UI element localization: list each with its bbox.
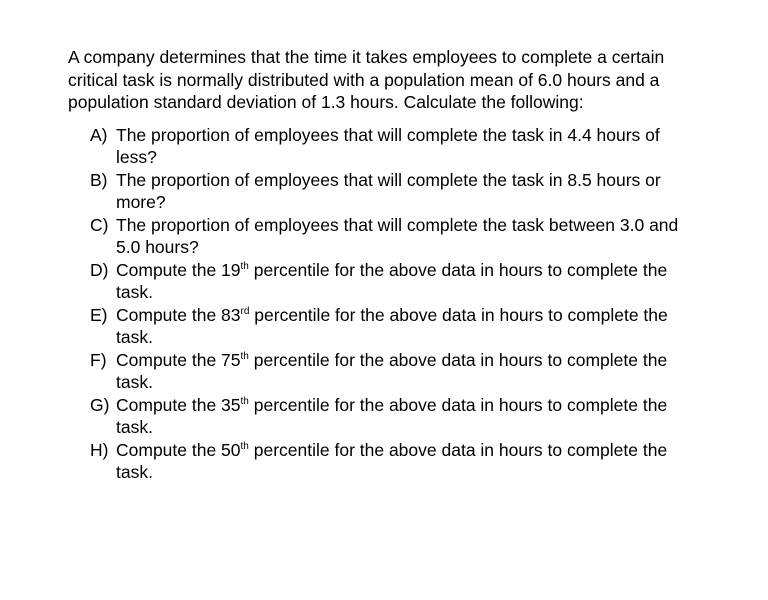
question-text-pre: Compute the 83 (116, 304, 241, 325)
question-text-post: percentile for the above data in hours to complete the task. (116, 259, 668, 302)
question-d (68, 259, 696, 303)
question-text (116, 440, 667, 482)
question-h (68, 439, 696, 483)
question-letter: D) (90, 259, 109, 280)
ordinal-suffix: rd (240, 305, 250, 317)
ordinal-suffix: th (240, 260, 249, 272)
question-text: The proportion of employees that will complete the task in 4.4 hours of less? (116, 124, 660, 167)
question-letter: G) (90, 394, 110, 415)
question-text (116, 305, 668, 347)
question-letter: A) (90, 124, 108, 145)
question-text-post: percentile for the above data in hours to complete the task. (116, 439, 668, 482)
question-f (68, 349, 696, 393)
question-text (116, 260, 667, 302)
ordinal-suffix: th (240, 350, 249, 362)
question-text-post: percentile for the above data in hours to complete the task. (116, 394, 668, 437)
question-e (68, 304, 696, 348)
ordinal-suffix: th (240, 395, 249, 407)
problem-intro: A company determines that the time it takes employees to complete a certain critical task is normally distributed with a population mean of 6.0 hours and a population standard deviation of 1.3 hours. Calculate the following: (68, 47, 665, 112)
question-text-pre: Compute the 75 (116, 349, 241, 370)
question-text: The proportion of employees that will complete the task between 3.0 and 5.0 hours? (116, 214, 679, 257)
question-text-pre: Compute the 19 (116, 259, 241, 280)
document-body (68, 46, 708, 484)
question-text: The proportion of employees that will complete the task in 8.5 hours or more? (116, 169, 661, 212)
question-letter: B) (90, 169, 108, 190)
question-text-post: percentile for the above data in hours to complete the task. (116, 349, 668, 392)
question-letter: F) (90, 349, 107, 370)
question-b (68, 169, 696, 213)
question-letter: H) (90, 439, 109, 460)
ordinal-suffix: th (240, 440, 249, 452)
question-text (116, 395, 667, 437)
question-list (68, 124, 708, 483)
question-text-pre: Compute the 35 (116, 394, 241, 415)
question-letter: E) (90, 304, 108, 325)
question-letter: C) (90, 214, 109, 235)
question-c (68, 214, 696, 258)
question-text (116, 350, 667, 392)
question-g (68, 394, 696, 438)
question-text-pre: Compute the 50 (116, 439, 241, 460)
question-text-post: percentile for the above data in hours to complete the task. (116, 304, 668, 347)
question-a (68, 124, 696, 168)
